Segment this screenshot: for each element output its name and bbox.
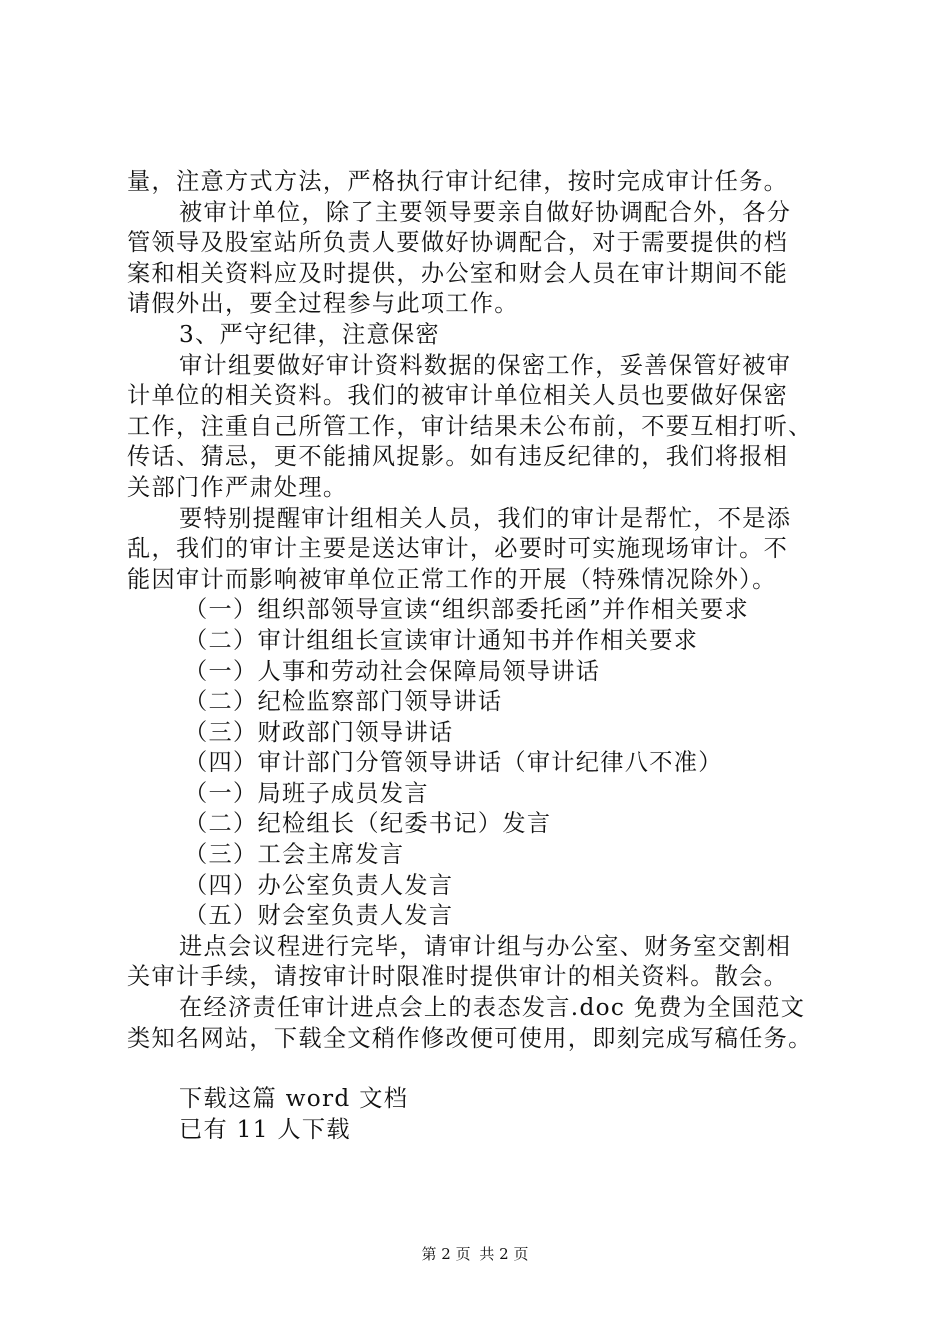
paragraph-line: 在经济责任审计进点会上的表态发言.doc 免费为全国范文 <box>179 994 806 1022</box>
agenda-item: （一）局班子成员发言 <box>184 779 429 807</box>
paragraph-line: 请假外出，要全过程参与此项工作。 <box>127 290 519 318</box>
agenda-item: （一）组织部领导宣读“组织部委托函”并作相关要求 <box>184 596 750 624</box>
agenda-item: （二）纪检监察部门领导讲话 <box>184 688 503 716</box>
spacer <box>127 1054 837 1084</box>
document-body <box>127 167 837 1145</box>
download-count: 已有 11 人下载 <box>179 1115 351 1143</box>
page-total: 共 2 页 <box>479 1245 529 1263</box>
agenda-item: （二）纪检组长（纪委书记）发言 <box>184 810 552 838</box>
paragraph-line: 计单位的相关资料。我们的被审计单位相关人员也要做好保密 <box>127 382 789 410</box>
paragraph-line: 量，注意方式方法，严格执行审计纪律，按时完成审计任务。 <box>127 168 789 195</box>
agenda-item: （一）人事和劳动社会保障局领导讲话 <box>184 657 601 685</box>
agenda-item: （三）工会主席发言 <box>184 841 405 869</box>
paragraph-line: 能因审计而影响被审单位正常工作的开展（特殊情况除外）。 <box>127 565 777 593</box>
paragraph-line: 乱，我们的审计主要是送达审计，必要时可实施现场审计。不 <box>127 535 789 563</box>
page-footer <box>0 1244 950 1264</box>
agenda-item: （四）办公室负责人发言 <box>184 871 454 899</box>
download-link[interactable]: 下载这篇 word 文档 <box>179 1085 409 1113</box>
paragraph-line: 类知名网站，下载全文稍作修改便可使用，即刻完成写稿任务。 <box>127 1024 813 1052</box>
paragraph-line: 案和相关资料应及时提供，办公室和财会人员在审计期间不能 <box>127 259 789 287</box>
paragraph-line: 传话、猜忌，更不能捕风捉影。如有违反纪律的，我们将报相 <box>127 443 789 471</box>
paragraph-line: 被审计单位，除了主要领导要亲自做好协调配合外，各分 <box>179 198 792 226</box>
agenda-item: （五）财会室负责人发言 <box>184 902 454 930</box>
agenda-item: （二）审计组组长宣读审计通知书并作相关要求 <box>184 626 699 654</box>
paragraph-line: 进点会议程进行完毕，请审计组与办公室、财务室交割相 <box>179 932 792 960</box>
paragraph-line: 要特别提醒审计组相关人员，我们的审计是帮忙，不是添 <box>179 504 792 532</box>
section-heading: 3、严守纪律，注意保密 <box>179 320 440 348</box>
paragraph-line: 工作，注重自己所管工作，审计结果未公布前，不要互相打听、 <box>127 412 813 440</box>
agenda-item: （四）审计部门分管领导讲话（审计纪律八不准） <box>184 749 723 777</box>
paragraph-line: 关部门作严肃处理。 <box>127 473 348 501</box>
agenda-item: （三）财政部门领导讲话 <box>184 718 454 746</box>
page-number: 第 2 页 <box>421 1245 471 1263</box>
paragraph-line: 关审计手续，请按审计时限准时提供审计的相关资料。散会。 <box>127 963 789 991</box>
paragraph-line: 管领导及股室站所负责人要做好协调配合，对于需要提供的档 <box>127 229 789 257</box>
paragraph-line: 审计组要做好审计资料数据的保密工作，妥善保管好被审 <box>179 351 792 379</box>
